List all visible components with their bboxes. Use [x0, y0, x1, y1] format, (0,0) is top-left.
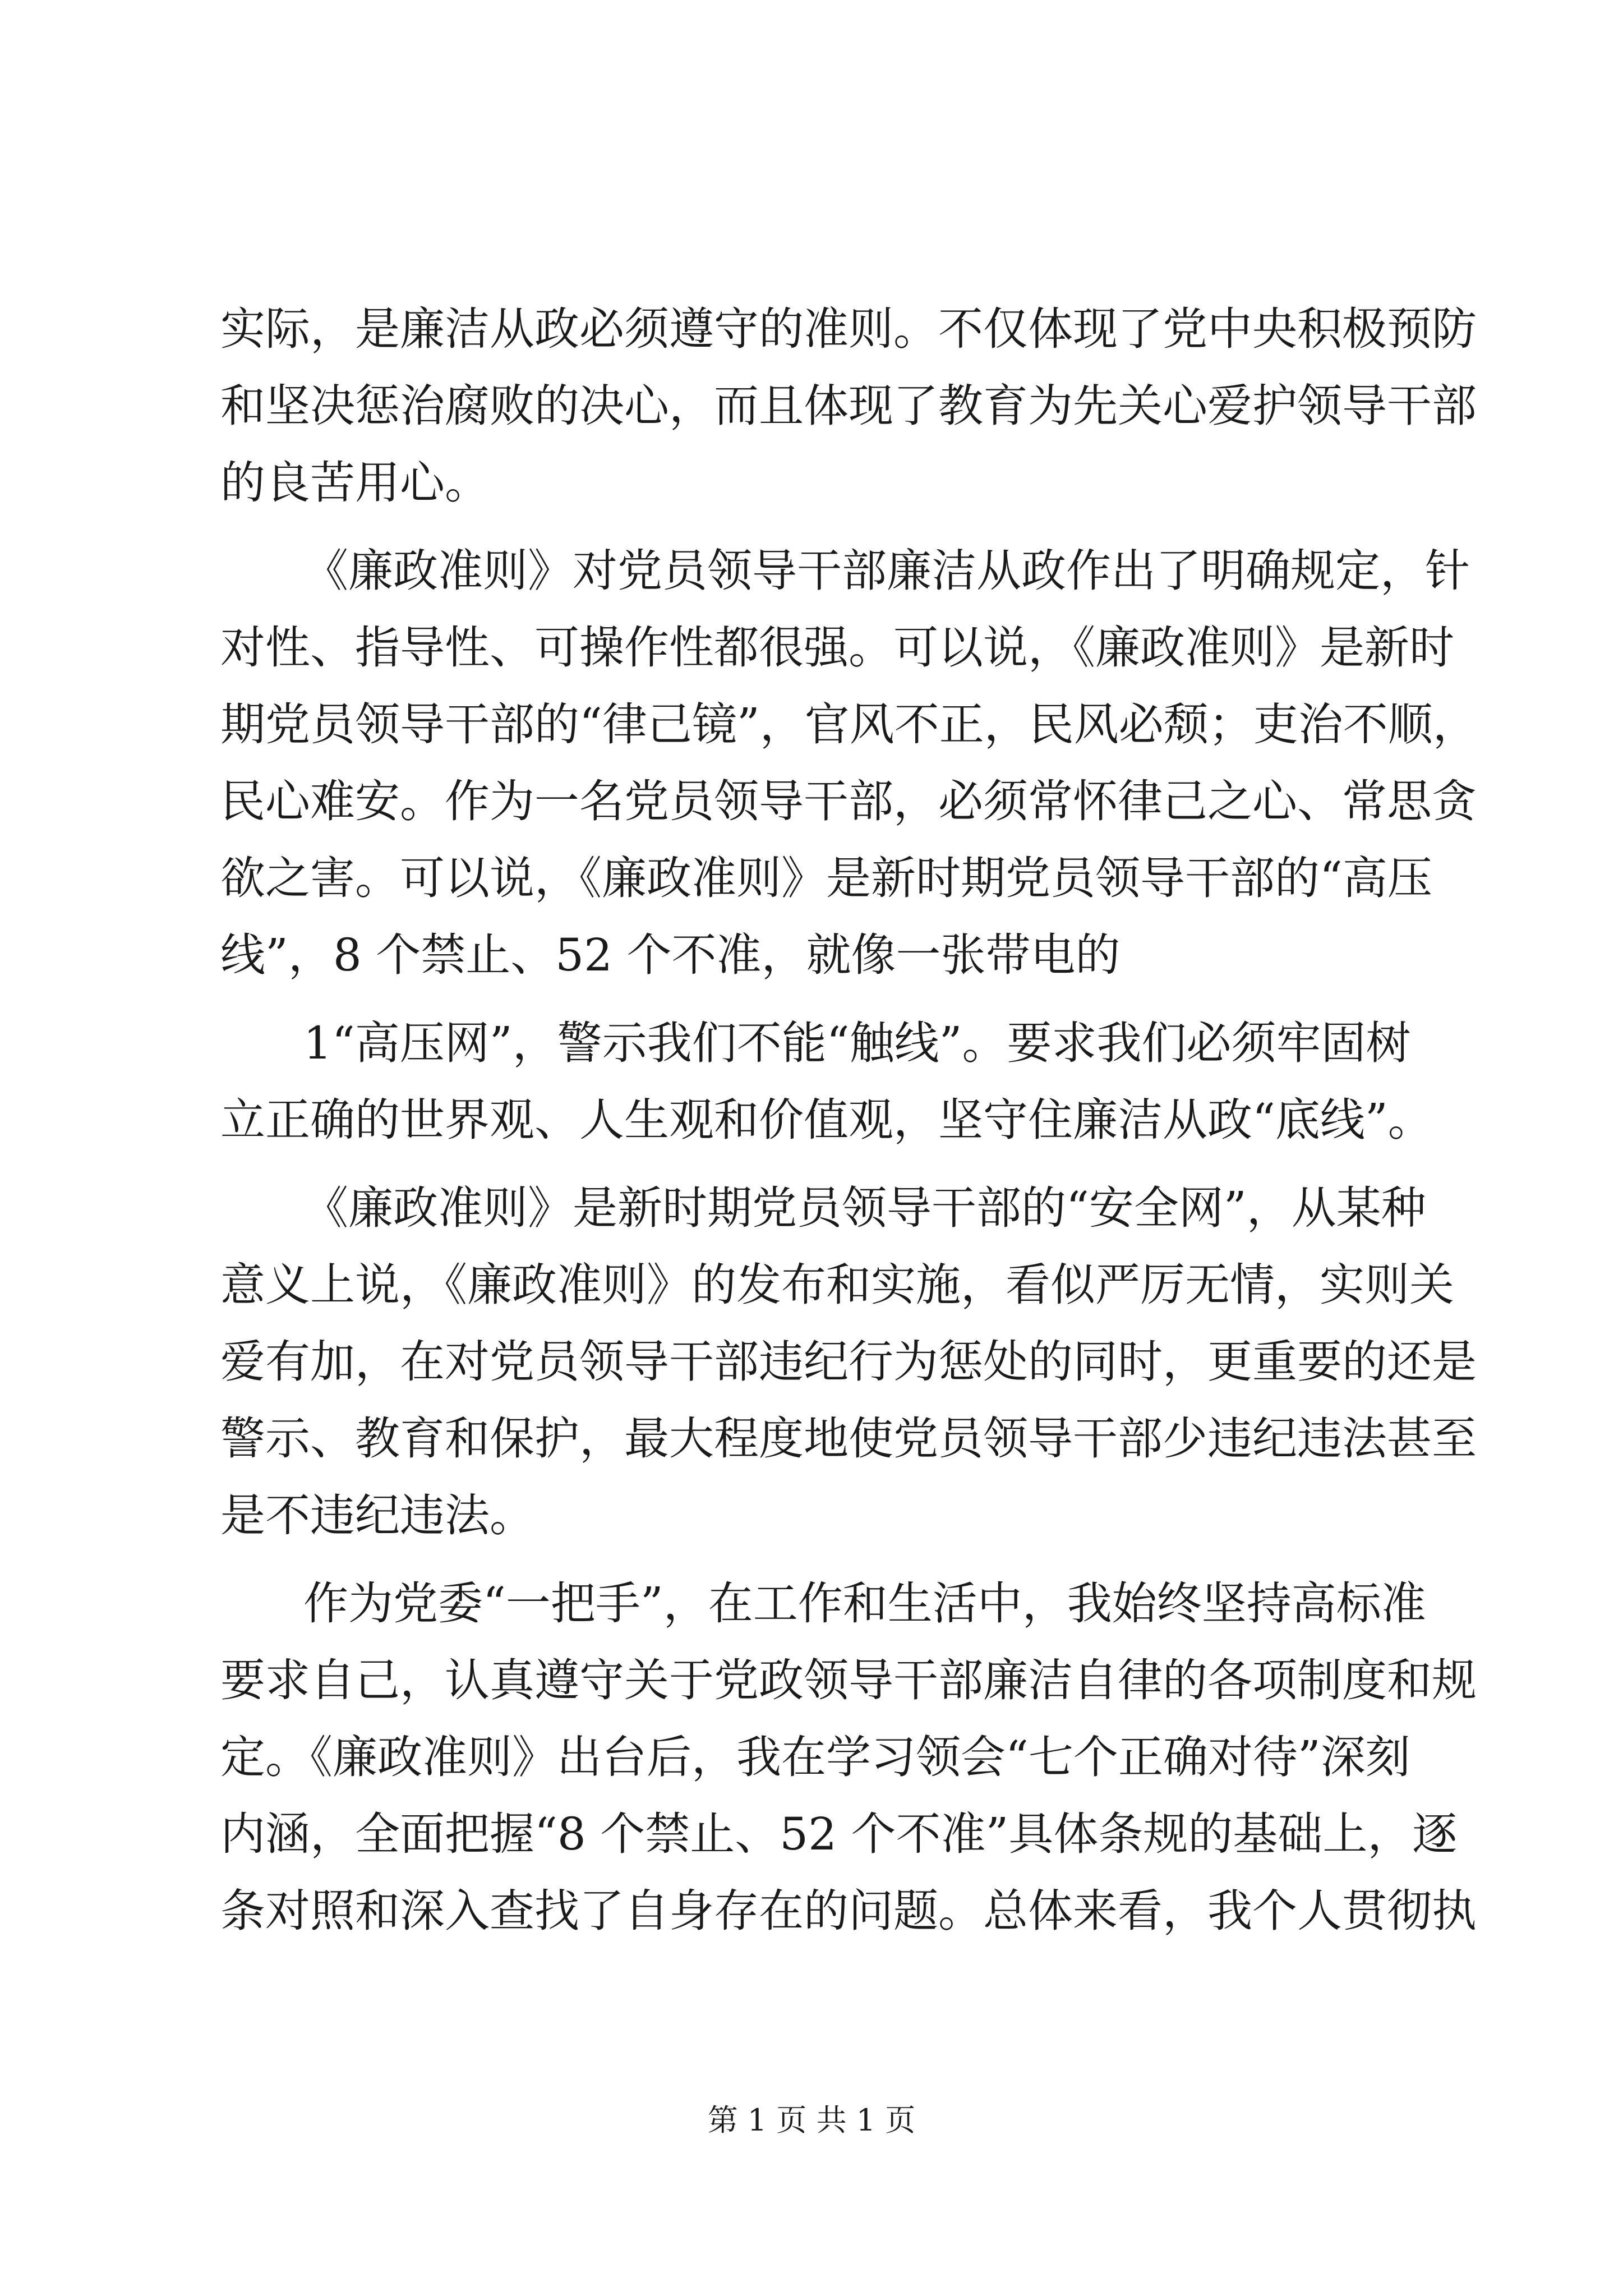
paragraph [220, 1005, 1433, 1158]
document-body [220, 291, 1478, 1949]
text-line: 期党员领导干部的“律己镜”，官风不正，民风必颓；吏治不顺， [220, 698, 1478, 751]
text-line: 爱有加，在对党员领导干部违纪行为惩处的同时，更重要的还是 [220, 1336, 1477, 1388]
paragraph [220, 1565, 1477, 1949]
text-line: 条对照和深入查找了自身存在的问题。总体来看，我个人贯彻执 [220, 1885, 1477, 1937]
page-number-footer: 第 1 页 共 1 页 [707, 2102, 916, 2138]
text-line: 是不违纪违法。 [220, 1489, 534, 1542]
text-line: 和坚决惩治腐败的决心，而且体现了教育为先关心爱护领导干部 [220, 380, 1477, 432]
text-line: 欲之害。可以说，《廉政准则》是新时期党员领导干部的“高压 [220, 852, 1432, 904]
text-line: 意义上说，《廉政准则》的发布和实施，看似严厉无情，实则关 [220, 1259, 1454, 1311]
text-line: 要求自己，认真遵守关于党政领导干部廉洁自律的各项制度和规 [220, 1654, 1477, 1706]
paragraph [220, 291, 1477, 521]
text-line: 《廉政准则》是新时期党员领导干部的“安全网”，从某种 [303, 1182, 1426, 1234]
text-line: 1“高压网”，警示我们不能“触线”。要求我们必须牢固树 [303, 1017, 1411, 1069]
text-line: 《廉政准则》对党员领导干部廉洁从政作出了明确规定，针 [303, 545, 1470, 597]
text-line: 实际，是廉洁从政必须遵守的准则。不仅体现了党中央积极预防 [220, 303, 1477, 355]
text-line: 内涵，全面把握“8 个禁止、52 个不准”具体条规的基础上，逐 [220, 1808, 1458, 1860]
text-line: 作为党委“一把手”，在工作和生活中，我始终坚持高标准 [303, 1577, 1426, 1630]
text-line: 对性、指导性、可操作性都很强。可以说，《廉政准则》是新时 [220, 622, 1454, 674]
paragraph [220, 532, 1478, 993]
paragraph [220, 1170, 1477, 1554]
text-line: 的良苦用心。 [220, 457, 490, 509]
text-line: 警示、教育和保护，最大程度地使党员领导干部少违纪违法甚至 [220, 1412, 1477, 1465]
text-line: 民心难安。作为一名党员领导干部，必须常怀律己之心、常思贪 [220, 775, 1477, 827]
text-line: 线”，8 个禁止、52 个不准，就像一张带电的 [220, 929, 1121, 981]
text-line: 定。《廉政准则》出台后，我在学习领会“七个正确对待”深刻 [220, 1731, 1410, 1783]
text-line: 立正确的世界观、人生观和价值观，坚守住廉洁从政“底线”。 [220, 1094, 1433, 1146]
